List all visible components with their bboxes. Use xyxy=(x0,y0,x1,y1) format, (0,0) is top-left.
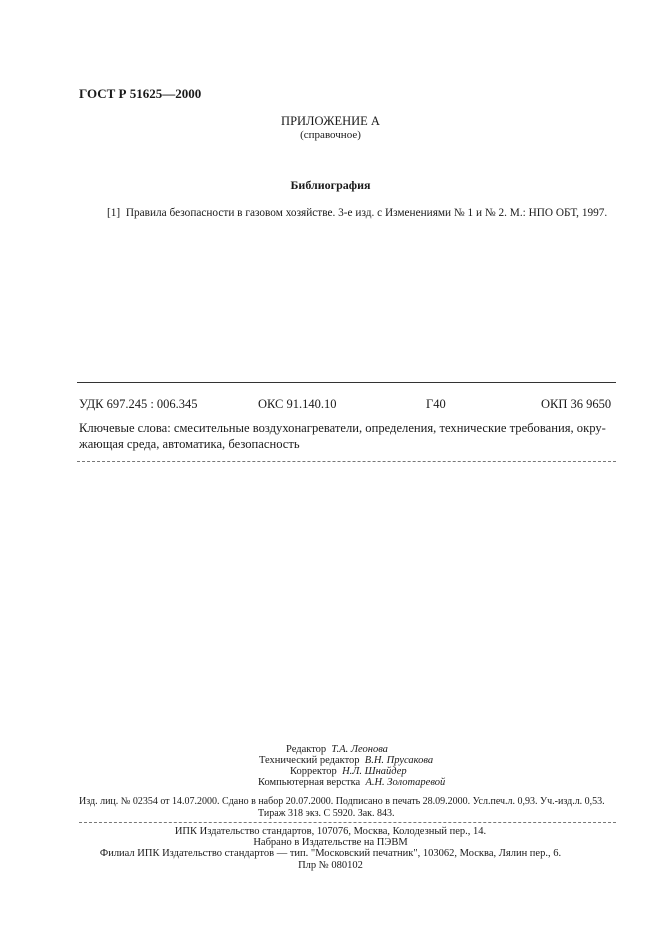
oks-code: ОКС 91.140.10 xyxy=(258,397,337,411)
credit-layout: Компьютерная верстка А.Н. Золотаревой xyxy=(258,777,446,788)
credit-proofreader: Корректор Н.Л. Шнайдер xyxy=(290,766,407,777)
bottom-divider xyxy=(77,461,616,462)
bibliography-item xyxy=(107,207,607,219)
appendix-title: ПРИЛОЖЕНИЕ А xyxy=(281,114,380,128)
bibliography-item-text: Правила безопасности в газовом хозяйстве. 3-е изд. с Изменениями № 1 и № 2. М.: НПО ОБТ, 1997. xyxy=(125,207,608,219)
publisher-line-3: Филиал ИПК Издательство стандартов — тип. "Московский печатник", 103062, Москва, Лялин пер., 6. xyxy=(99,848,562,859)
keywords-line-1: Ключевые слова: смесительные воздухонагреватели, определения, технические требования, окру- xyxy=(79,421,606,435)
group-code: Г40 xyxy=(426,397,446,411)
okp-code: ОКП 36 9650 xyxy=(541,397,612,411)
standard-code: ГОСТ Р 51625—2000 xyxy=(79,86,202,101)
bibliography-item-number: [1] xyxy=(107,207,121,219)
keywords-line-2: жающая среда, автоматика, безопасность xyxy=(79,437,300,451)
publisher-line-4: Плр № 080102 xyxy=(298,860,363,871)
publisher-line-1: ИПК Издательство стандартов, 107076, Москва, Колодезный пер., 14. xyxy=(174,826,487,837)
top-divider xyxy=(77,382,616,383)
credit-tech-editor: Технический редактор В.Н. Прусакова xyxy=(259,755,434,766)
appendix-subtitle: (справочное) xyxy=(300,129,361,141)
imprint-divider xyxy=(79,822,616,823)
bibliography-heading: Библиография xyxy=(290,178,371,192)
imprint-line-2: Тираж 318 экз. С 5920. Зак. 843. xyxy=(258,808,395,819)
udk-code: УДК 697.245 : 006.345 xyxy=(79,397,198,411)
imprint-line-1: Изд. лиц. № 02354 от 14.07.2000. Сдано в набор 20.07.2000. Подписано в печать 28.09.2000. Усл.печ.л. 0,93. Уч.-изд.л. 0,53. xyxy=(79,796,605,807)
credit-editor: Редактор Т.А. Леонова xyxy=(286,744,388,755)
publisher-line-2: Набрано в Издательстве на ПЭВМ xyxy=(253,837,408,848)
